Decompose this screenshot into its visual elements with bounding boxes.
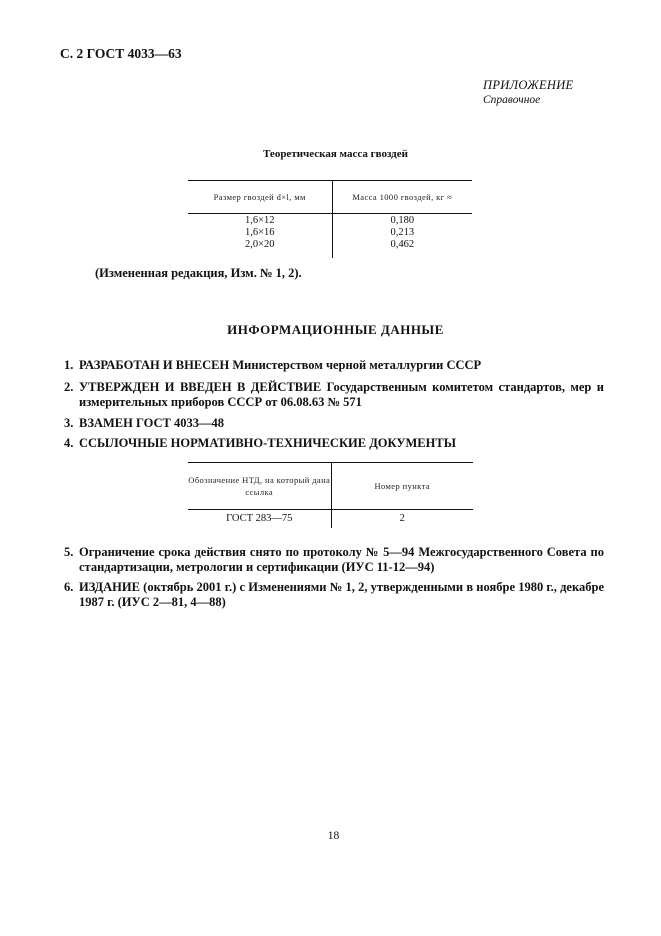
mass-table bbox=[188, 180, 472, 258]
list-item bbox=[64, 545, 604, 575]
list-item-number: 6. bbox=[64, 580, 74, 594]
change-note: (Измененная редакция, Изм. № 1, 2). bbox=[95, 266, 302, 280]
list-item-number: 2. bbox=[64, 380, 74, 394]
table-cell: 2,0×20 bbox=[244, 239, 275, 250]
ntd-table-header bbox=[188, 462, 473, 510]
table-cell: 0,180 bbox=[390, 215, 415, 226]
list-item bbox=[64, 358, 604, 373]
table-cell: 1,6×12 bbox=[244, 215, 275, 226]
list-item-number: 5. bbox=[64, 545, 74, 559]
mass-table-mass-column bbox=[332, 214, 473, 258]
mass-table-header-mass: Масса 1000 гвоздей, кг ≈ bbox=[332, 181, 473, 213]
ntd-table-header-clause: Номер пункта bbox=[331, 463, 474, 509]
list-item-text: ВЗАМЕН ГОСТ 4033—48 bbox=[79, 416, 224, 430]
mass-table-header-size: Размер гвоздей d×l, мм bbox=[213, 192, 306, 202]
ntd-table bbox=[188, 462, 473, 528]
list-item-text: ИЗДАНИЕ (октябрь 2001 г.) с Изменениями № 1, 2, утвержденными в ноябре 1980 г., декабре 1987 г. (ИУС 2—81, 4—88) bbox=[79, 580, 604, 609]
list-item-text: УТВЕРЖДЕН И ВВЕДЕН В ДЕЙСТВИЕ Государственным комитетом стандартов, мер и измерительных приборов СССР от 06.08.63 № 571 bbox=[79, 380, 604, 409]
list-item-text: Ограничение срока действия снято по протоколу № 5—94 Межгосударственного Совета по стандартизации, метрологии и сертификации (ИУС 11-12—94) bbox=[79, 545, 604, 574]
appendix-type: Справочное bbox=[483, 94, 541, 106]
list-item-number: 1. bbox=[64, 358, 74, 372]
mass-table-title: Теоретическая масса гвоздей bbox=[263, 148, 408, 160]
list-item-text: ССЫЛОЧНЫЕ НОРМАТИВНО-ТЕХНИЧЕСКИЕ ДОКУМЕНТЫ bbox=[79, 436, 456, 450]
ntd-table-header-doc: Обозначение НТД, на который дана ссылка bbox=[188, 475, 331, 497]
info-heading: ИНФОРМАЦИОННЫЕ ДАННЫЕ bbox=[227, 322, 444, 337]
table-cell: 0,213 bbox=[390, 227, 415, 238]
page-number: 18 bbox=[327, 830, 340, 842]
table-row bbox=[188, 510, 473, 528]
list-item-text: РАЗРАБОТАН И ВНЕСЕН Министерством черной металлургии СССР bbox=[79, 358, 482, 372]
table-cell: 1,6×16 bbox=[244, 227, 275, 238]
list-item bbox=[64, 416, 604, 431]
list-item bbox=[64, 380, 604, 410]
mass-table-size-column bbox=[188, 214, 332, 258]
mass-table-header bbox=[188, 180, 472, 214]
list-item bbox=[64, 580, 604, 610]
list-item-number: 4. bbox=[64, 436, 74, 450]
list-item-number: 3. bbox=[64, 416, 74, 430]
ntd-doc-cell: ГОСТ 283—75 bbox=[226, 513, 293, 524]
table-cell: 0,462 bbox=[390, 239, 415, 250]
page-header: С. 2 ГОСТ 4033—63 bbox=[60, 46, 182, 61]
appendix-label bbox=[483, 78, 583, 106]
mass-table-body bbox=[188, 214, 472, 258]
appendix-title: ПРИЛОЖЕНИЕ bbox=[483, 78, 574, 92]
ntd-clause-cell: 2 bbox=[331, 510, 474, 528]
list-item bbox=[64, 436, 604, 451]
